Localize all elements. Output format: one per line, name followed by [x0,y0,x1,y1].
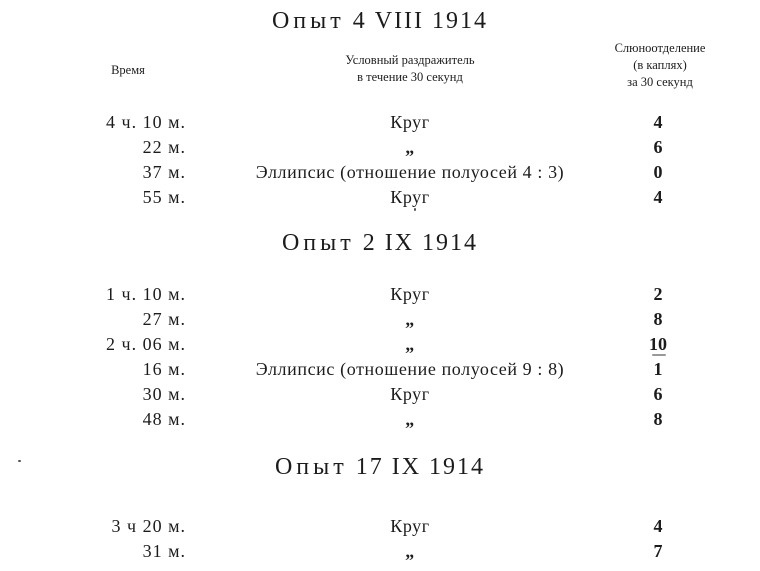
row-drops: 8 [653,409,663,429]
row-stimulus: „ [405,137,415,157]
table-row [0,407,760,431]
column-header-salivation-line: за 30 секунд [627,75,693,89]
row-stimulus: Круг [390,384,430,404]
row-time: 31 м. [142,541,186,561]
scan-speck [652,354,666,356]
row-stimulus: Эллипсис (отношение полуосей 9 : 8) [255,359,565,379]
column-header-stimulus-line: в течение 30 секунд [357,70,463,84]
column-header-stimulus [280,52,540,86]
row-stimulus: „ [405,541,415,561]
row-stimulus: Круг [390,284,430,304]
table-row [0,307,760,331]
row-drops: 2 [653,284,663,304]
row-stimulus: Круг [390,516,430,536]
row-drops: 4 [653,187,663,207]
row-drops: 0 [653,162,663,182]
row-stimulus: „ [405,409,415,429]
column-header-stimulus-line: Условный раздражитель [345,53,475,67]
scan-speck [414,208,416,211]
column-header-salivation [560,40,760,91]
scan-speck [18,460,21,462]
row-time: 3 ч 20 м. [111,516,186,536]
row-time: 1 ч. 10 м. [106,284,186,304]
row-drops: 8 [653,309,663,329]
table-row [0,514,760,538]
table-row [0,332,760,356]
experiment-title-word: Опыт [274,454,348,480]
experiment-title [0,8,760,35]
table-row [0,539,760,563]
table-row [0,185,760,209]
row-stimulus: Эллипсис (отношение полуосей 4 : 3) [255,162,565,182]
table-row [0,282,760,306]
row-drops: 4 [653,516,663,536]
row-stimulus: Круг [390,187,430,207]
experiment-title-date: 2 IX 1914 [362,230,479,256]
column-header-time: Время [111,63,145,77]
experiment-title-date: 17 IX 1914 [355,454,486,480]
column-header-salivation-line: Слюноотделение [614,41,706,55]
experiment-title-word: Опыт [271,8,345,34]
table-row [0,160,760,184]
row-drops: 10 [649,334,667,354]
row-time: 22 м. [142,137,186,157]
experiment-title-word: Опыт [281,230,355,256]
row-time: 2 ч. 06 м. [106,334,186,354]
row-time: 16 м. [142,359,186,379]
row-time: 27 м. [142,309,186,329]
table-row [0,357,760,381]
table-row [0,135,760,159]
experiment-title [0,230,760,257]
table-row [0,382,760,406]
row-drops: 6 [653,384,663,404]
row-stimulus: Круг [390,112,430,132]
row-time: 37 м. [142,162,186,182]
row-drops: 1 [653,359,663,379]
experiment-title [0,454,760,481]
column-header-salivation-line: (в каплях) [633,58,687,72]
experiment-title-date: 4 VIII 1914 [352,8,489,34]
row-time: 30 м. [142,384,186,404]
row-drops: 4 [653,112,663,132]
row-time: 48 м. [142,409,186,429]
table-row [0,110,760,134]
row-drops: 6 [653,137,663,157]
row-time: 55 м. [142,187,186,207]
row-time: 4 ч. 10 м. [106,112,186,132]
row-stimulus: „ [405,309,415,329]
row-drops: 7 [653,541,663,561]
row-stimulus: „ [405,334,415,354]
